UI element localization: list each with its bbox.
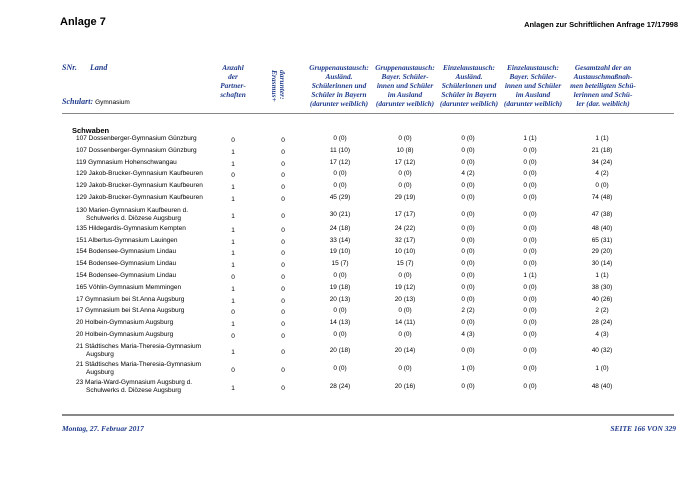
school-name: 21 Städtisches Maria-Theresia-Gymnasium Augsburg [76, 360, 201, 376]
school-name: 154 Bodensee-Gymnasium Lindau [76, 248, 177, 256]
school-name: 129 Jakob-Brucker-Gymnasium Kaufbeuren [76, 194, 203, 201]
cell-c3: 0 (0) [461, 158, 475, 166]
cell-erasmus: 0 [281, 309, 285, 317]
cell-c1: 45 (29) [329, 194, 351, 201]
col-erasmus: darunter: Erasmus+ [270, 70, 287, 102]
document-title: Anlagen zur Schriftlichen Anfrage 17/17998 [524, 20, 678, 29]
cell-c1: 14 (13) [329, 319, 351, 327]
cell-c3: 0 (0) [461, 283, 475, 291]
cell-anzahl: 0 [231, 333, 235, 340]
cell-c1: 20 (18) [329, 346, 351, 354]
cell-c2: 29 (19) [394, 194, 416, 201]
cell-c2: 17 (17) [394, 210, 416, 218]
col-gruppen-ausland-in-bayern: Gruppenaustausch: Ausländ. Schülerinnen und Schüler in Bayern (darunter weiblich) [309, 63, 369, 108]
cell-c5: 48 (40) [591, 382, 613, 390]
cell-anzahl: 1 [231, 348, 235, 356]
cell-anzahl: 0 [231, 137, 235, 144]
cell-c3: 0 (0) [461, 248, 475, 256]
cell-c5: 65 (31) [591, 236, 613, 244]
cell-c3: 0 (0) [461, 194, 475, 201]
col-land: Land [90, 63, 108, 72]
cell-c3: 2 (2) [461, 307, 475, 315]
cell-anzahl: 1 [231, 321, 235, 329]
cell-c2: 14 (11) [394, 319, 416, 327]
school-name: 129 Jakob-Brucker-Gymnasium Kaufbeuren [76, 182, 203, 190]
col-gruppen-bayern-im-ausland: Gruppenaustausch: Bayer. Schüler- innen und Schüler im Ausland (darunter weiblich) [375, 63, 435, 108]
cell-c3: 0 (0) [461, 272, 475, 279]
footer-page: SEITE 166 VON 329 [610, 424, 676, 433]
cell-c5: 4 (3) [595, 331, 609, 338]
cell-anzahl: 1 [231, 285, 235, 293]
cell-c2: 0 (0) [398, 182, 412, 190]
cell-c5: 4 (2) [595, 170, 609, 178]
cell-c2: 20 (16) [394, 382, 416, 390]
cell-anzahl: 1 [231, 184, 235, 192]
cell-c1: 19 (18) [329, 283, 351, 291]
school-name: 17 Gymnasium bei St.Anna Augsburg [76, 307, 185, 315]
school-name: 107 Dossenberger-Gymnasium Günzburg [76, 146, 197, 154]
cell-c1: 0 (0) [333, 170, 347, 178]
cell-c5: 30 (14) [591, 260, 613, 268]
cell-erasmus: 0 [281, 333, 285, 340]
school-name: 20 Holbein-Gymnasium Augsburg [76, 331, 174, 338]
cell-c2: 0 (0) [398, 307, 412, 315]
cell-c4: 1 (1) [523, 272, 537, 279]
cell-c2: 0 (0) [398, 364, 412, 372]
cell-c2: 20 (14) [394, 346, 416, 354]
school-name: 20 Holbein-Gymnasium Augsburg [76, 319, 174, 327]
cell-erasmus: 0 [281, 384, 285, 392]
cell-erasmus: 0 [281, 366, 285, 374]
cell-c1: 0 (0) [333, 307, 347, 315]
cell-erasmus: 0 [281, 321, 285, 329]
cell-c5: 48 (40) [591, 224, 613, 232]
cell-c3: 0 (0) [461, 236, 475, 244]
cell-c5: 40 (32) [591, 346, 613, 354]
col-gesamtzahl: Gesamtzahl der an Austauschmaßnah- men beteiligten Schü- lerinnen und Schü- ler (dar. weiblich) [570, 63, 636, 108]
cell-c5: 47 (38) [591, 210, 613, 218]
cell-erasmus: 0 [281, 212, 285, 220]
cell-c5: 1 (1) [595, 272, 609, 279]
cell-c2: 20 (13) [394, 295, 416, 303]
cell-c3: 0 (0) [461, 224, 475, 232]
cell-c1: 19 (10) [329, 248, 351, 256]
cell-c2: 0 (0) [398, 331, 412, 338]
cell-c1: 0 (0) [333, 331, 347, 338]
cell-anzahl: 1 [231, 160, 235, 168]
cell-erasmus: 0 [281, 148, 285, 156]
cell-anzahl: 0 [231, 309, 235, 317]
cell-anzahl: 0 [231, 366, 235, 374]
cell-anzahl: 0 [231, 274, 235, 281]
cell-c4: 0 (0) [523, 236, 537, 244]
cell-c2: 10 (10) [394, 248, 416, 256]
col-einzel-bayern-im-ausland: Einzelaustausch: Bayer. Schüler- innen und Schüler im Ausland (darunter weiblich) [503, 63, 563, 108]
school-name: 151 Albertus-Gymnasium Lauingen [76, 236, 178, 244]
cell-c1: 0 (0) [333, 364, 347, 372]
col-anzahl: Anzahl der Partner- schaften [220, 63, 246, 99]
cell-c3: 0 (0) [461, 319, 475, 327]
cell-anzahl: 1 [231, 250, 235, 258]
school-name: 135 Hildegardis-Gymnasium Kempten [76, 224, 186, 232]
col-einzel-ausland-in-bayern: Einzelaustausch: Ausländ. Schülerinnen und Schüler in Bayern (darunter weiblich) [439, 63, 499, 108]
cell-c1: 0 (0) [333, 272, 347, 279]
cell-c2: 0 (0) [398, 135, 412, 142]
cell-c3: 0 (0) [461, 260, 475, 268]
cell-c4: 0 (0) [523, 158, 537, 166]
cell-erasmus: 0 [281, 274, 285, 281]
cell-c3: 0 (0) [461, 135, 475, 142]
footer-divider [62, 414, 674, 416]
cell-c2: 10 (8) [396, 146, 414, 154]
cell-erasmus: 0 [281, 226, 285, 234]
cell-anzahl: 1 [231, 238, 235, 246]
school-name: 130 Marien-Gymnasium Kaufbeuren d. Schulwerks d. Diözese Augsburg [76, 206, 189, 222]
cell-anzahl: 1 [231, 226, 235, 234]
cell-erasmus: 0 [281, 285, 285, 293]
cell-c5: 34 (24) [591, 158, 613, 166]
school-name: 23 Maria-Ward-Gymnasium Augsburg d. Schulwerks d. Diözese Augsburg [76, 378, 193, 394]
cell-c5: 21 (18) [591, 146, 613, 154]
cell-c5: 29 (20) [591, 248, 613, 256]
cell-c4: 0 (0) [523, 260, 537, 268]
cell-c1: 17 (12) [329, 158, 351, 166]
cell-anzahl: 1 [231, 212, 235, 220]
cell-c4: 0 (0) [523, 248, 537, 256]
cell-c1: 0 (0) [333, 182, 347, 190]
cell-c1: 15 (7) [331, 260, 349, 268]
cell-c2: 15 (7) [396, 260, 414, 268]
cell-c3: 0 (0) [461, 182, 475, 190]
cell-erasmus: 0 [281, 160, 285, 168]
cell-c5: 38 (30) [591, 283, 613, 291]
cell-c3: 0 (0) [461, 382, 475, 390]
cell-erasmus: 0 [281, 238, 285, 246]
cell-c5: 74 (48) [591, 194, 613, 201]
cell-c1: 28 (24) [329, 382, 351, 390]
cell-c2: 19 (12) [394, 283, 416, 291]
cell-anzahl: 1 [231, 384, 235, 392]
col-snr: SNr. [62, 63, 77, 72]
cell-anzahl: 1 [231, 148, 235, 156]
school-name: 154 Bodensee-Gymnasium Lindau [76, 272, 177, 279]
cell-anzahl: 1 [231, 262, 235, 270]
school-name: 165 Vöhlin-Gymnasium Memmingen [76, 283, 182, 291]
school-name: 21 Städtisches Maria-Theresia-Gymnasium Augsburg [76, 342, 201, 358]
cell-c4: 0 (0) [523, 346, 537, 354]
cell-c1: 0 (0) [333, 135, 347, 142]
cell-c3: 4 (3) [461, 331, 475, 338]
cell-c4: 0 (0) [523, 224, 537, 232]
cell-c3: 0 (0) [461, 295, 475, 303]
cell-c2: 0 (0) [398, 272, 412, 279]
cell-erasmus: 0 [281, 184, 285, 192]
cell-c1: 33 (14) [329, 236, 351, 244]
cell-c5: 2 (2) [595, 307, 609, 315]
cell-c3: 4 (2) [461, 170, 475, 178]
cell-c4: 1 (1) [523, 135, 537, 142]
school-name: 17 Gymnasium bei St.Anna Augsburg [76, 295, 185, 303]
cell-c4: 0 (0) [523, 382, 537, 390]
cell-c2: 0 (0) [398, 170, 412, 178]
cell-erasmus: 0 [281, 196, 285, 203]
cell-c5: 28 (24) [591, 319, 613, 327]
cell-c3: 1 (0) [461, 364, 475, 372]
cell-c3: 0 (0) [461, 210, 475, 218]
cell-c1: 24 (18) [329, 224, 351, 232]
cell-c4: 0 (0) [523, 295, 537, 303]
cell-erasmus: 0 [281, 172, 285, 180]
cell-c4: 0 (0) [523, 283, 537, 291]
cell-c5: 1 (1) [595, 135, 609, 142]
cell-c4: 0 (0) [523, 170, 537, 178]
cell-c4: 0 (0) [523, 319, 537, 327]
footer-date: Montag, 27. Februar 2017 [62, 424, 144, 433]
cell-c4: 0 (0) [523, 307, 537, 315]
cell-c1: 11 (10) [329, 146, 351, 154]
cell-c3: 0 (0) [461, 146, 475, 154]
header-divider [62, 113, 674, 114]
school-name: 154 Bodensee-Gymnasium Lindau [76, 260, 177, 268]
region-heading: Schwaben [72, 126, 110, 135]
cell-c2: 24 (22) [394, 224, 416, 232]
cell-erasmus: 0 [281, 137, 285, 144]
cell-anzahl: 1 [231, 196, 235, 203]
school-name: 119 Gymnasium Hohenschwangau [76, 158, 177, 166]
cell-anzahl: 0 [231, 172, 235, 180]
cell-c4: 0 (0) [523, 331, 537, 338]
cell-c2: 32 (17) [394, 236, 416, 244]
schulart-label: Schulart: [62, 97, 94, 106]
cell-anzahl: 1 [231, 297, 235, 305]
cell-c4: 0 (0) [523, 146, 537, 154]
cell-c1: 30 (21) [329, 210, 351, 218]
cell-c4: 0 (0) [523, 182, 537, 190]
school-name: 129 Jakob-Brucker-Gymnasium Kaufbeuren [76, 170, 203, 178]
cell-c4: 0 (0) [523, 364, 537, 372]
cell-c2: 17 (12) [394, 158, 416, 166]
cell-c1: 20 (13) [329, 295, 351, 303]
cell-c4: 0 (0) [523, 210, 537, 218]
cell-c5: 40 (26) [591, 295, 613, 303]
anlage-label: Anlage 7 [60, 16, 106, 28]
schulart-value: Gymnasium [95, 99, 130, 106]
cell-erasmus: 0 [281, 262, 285, 270]
cell-c3: 0 (0) [461, 346, 475, 354]
cell-c5: 0 (0) [595, 182, 609, 190]
cell-erasmus: 0 [281, 250, 285, 258]
cell-c5: 1 (0) [595, 364, 609, 372]
cell-c4: 0 (0) [523, 194, 537, 201]
col-schulart [62, 97, 130, 106]
cell-erasmus: 0 [281, 348, 285, 356]
school-name: 107 Dossenberger-Gymnasium Günzburg [76, 135, 197, 142]
cell-erasmus: 0 [281, 297, 285, 305]
